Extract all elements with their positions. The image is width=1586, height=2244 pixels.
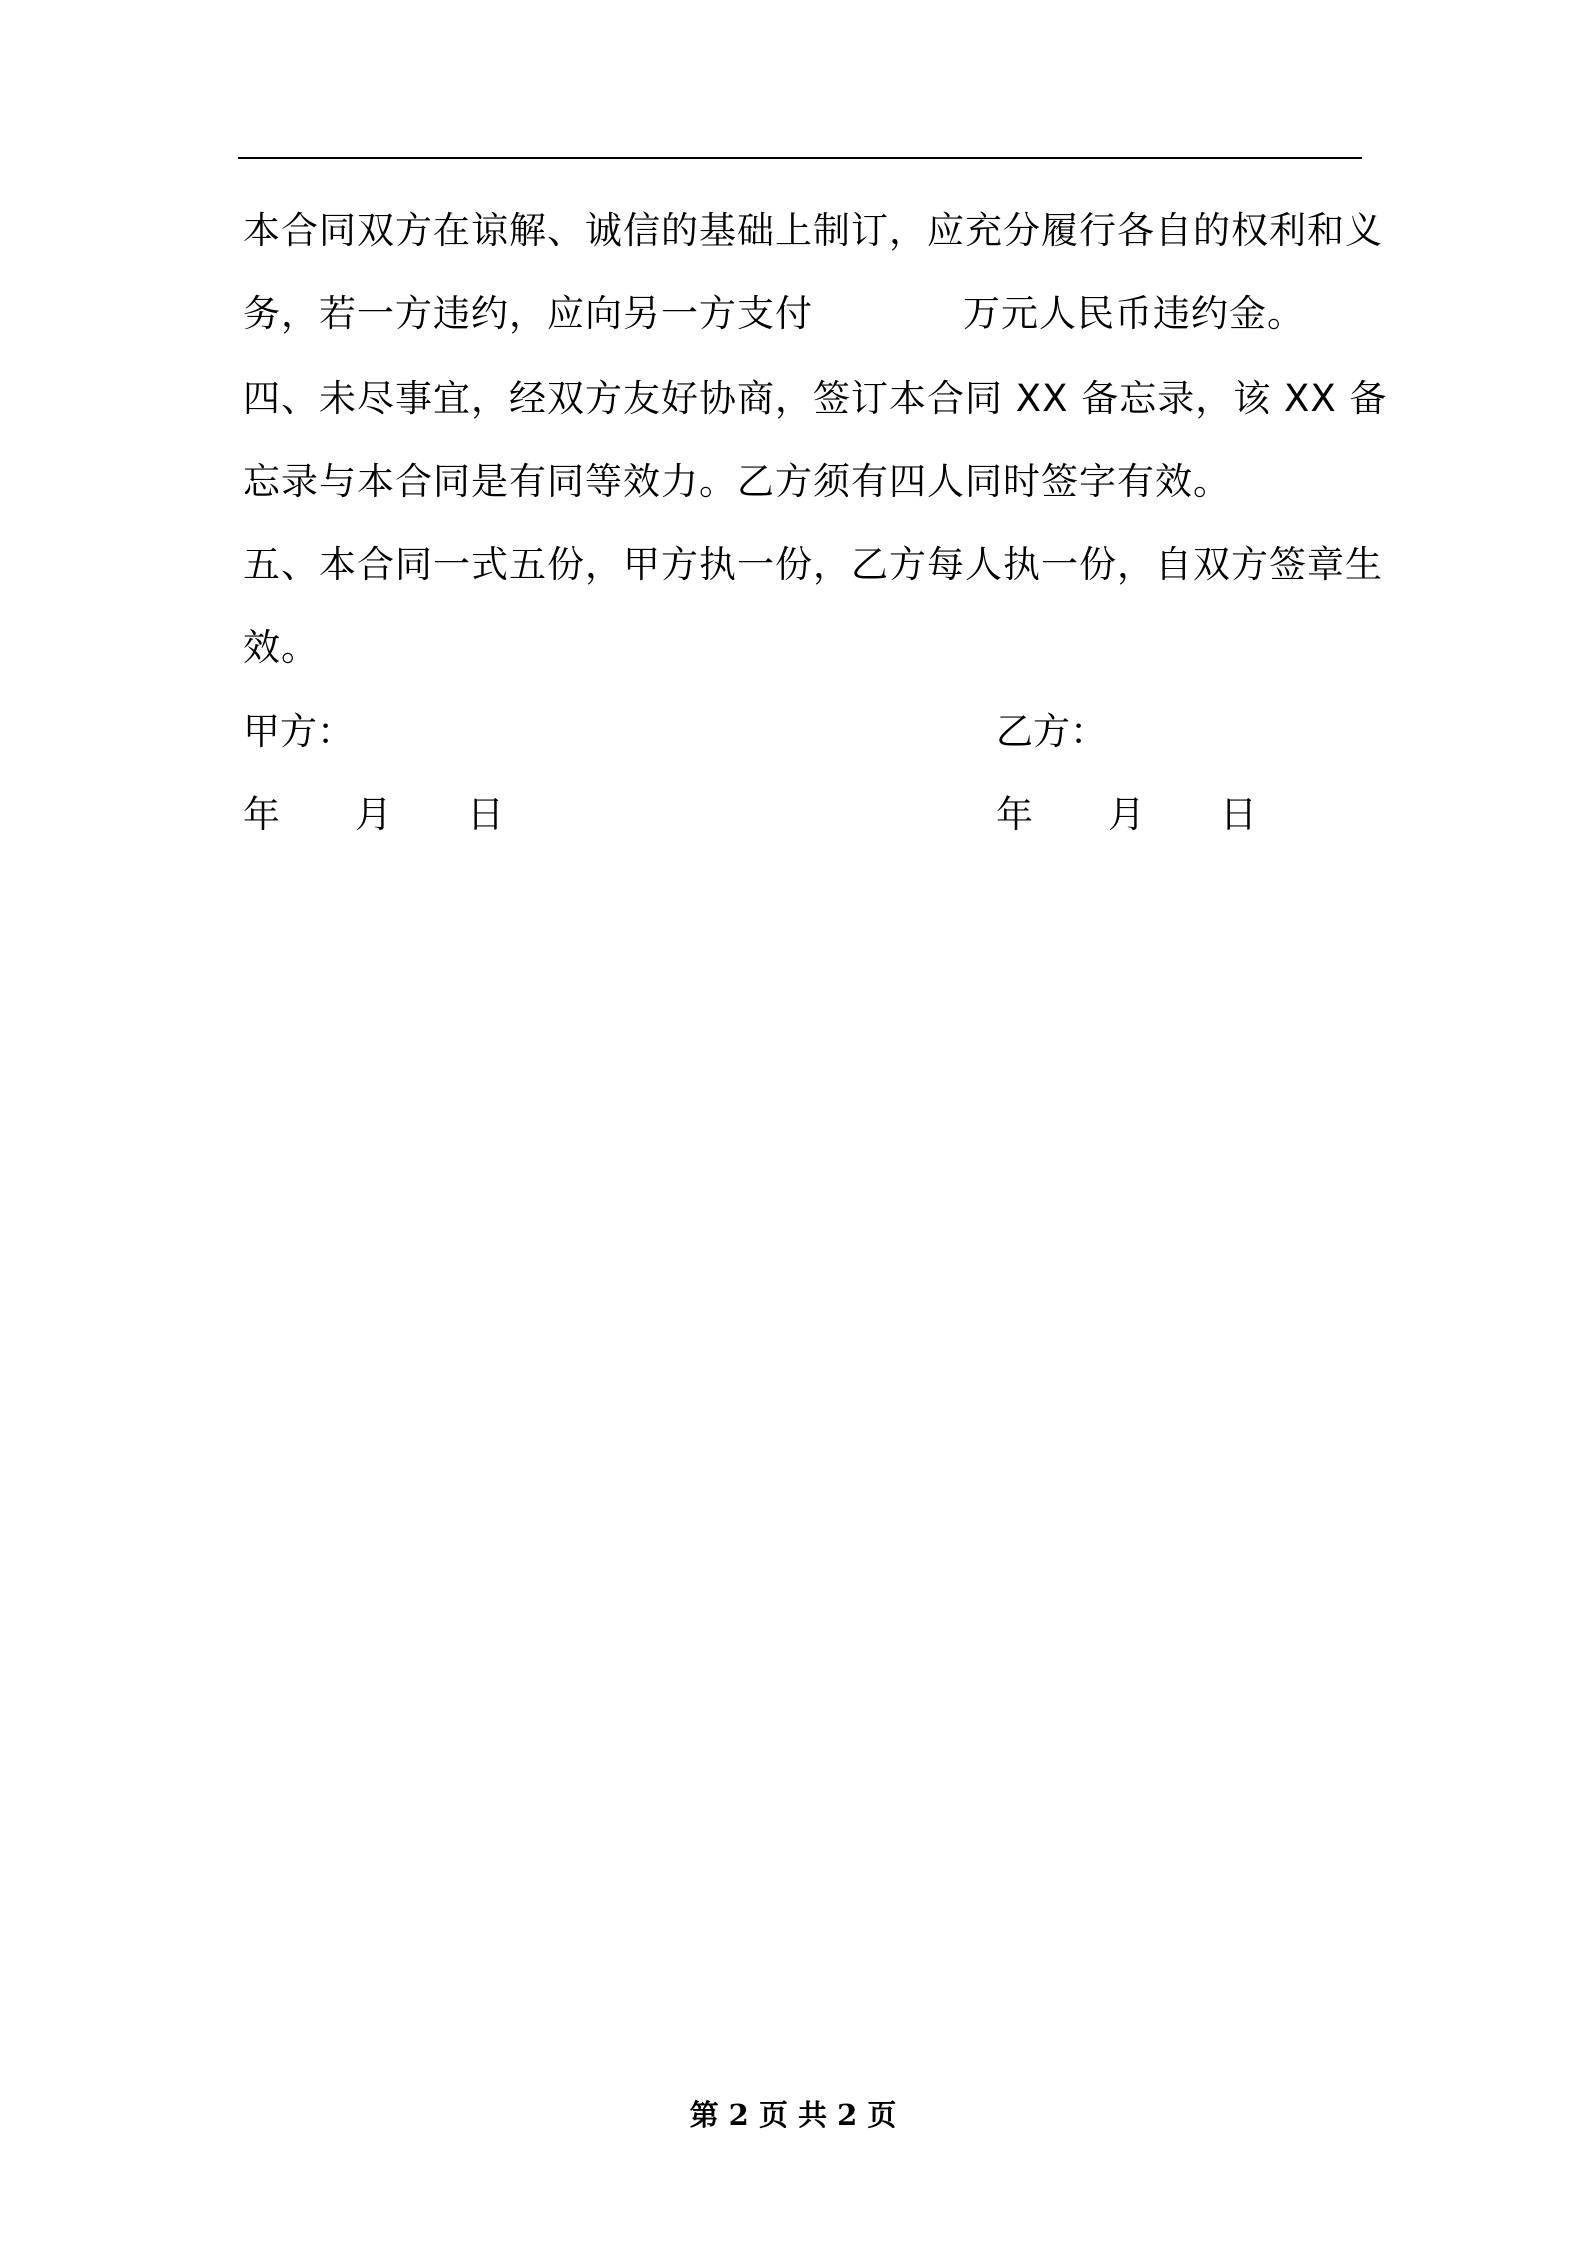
clause-four-line-2: 忘录与本合同是有同等效力。乙方须有四人同时签字有效。 [243, 460, 1231, 503]
party-a-date [243, 773, 579, 856]
penalty-line-2 [243, 272, 1365, 355]
penalty-text-after-blank: 万元人民币违约金。 [963, 292, 1305, 335]
party-b-year: 年 [996, 793, 1033, 836]
penalty-text-before-blank: 务，若一方违约，应向另一方支付 [243, 292, 813, 335]
clause-five-line-2: 效。 [243, 626, 319, 669]
penalty-paragraph [243, 189, 1383, 355]
clause-five [243, 523, 1383, 689]
header-rule [238, 157, 1362, 159]
party-a-year: 年 [243, 793, 280, 836]
party-b-label: 乙方： [996, 710, 1107, 753]
party-a-label: 甲方： [243, 710, 354, 753]
signature-date-row [243, 773, 1365, 856]
penalty-line-1: 本合同双方在谅解、诚信的基础上制订，应充分履行各自的权利和义 [243, 209, 1383, 252]
party-b-date [996, 773, 1332, 856]
clause-four [243, 357, 1388, 523]
party-b-month: 月 [1108, 793, 1145, 836]
clause-five-line-1: 五、本合同一式五份，甲方执一份，乙方每人执一份，自双方签章生 [243, 543, 1383, 586]
signature-parties-row [243, 690, 1365, 773]
party-a-day: 日 [467, 793, 504, 836]
party-b-day: 日 [1220, 793, 1257, 836]
clause-four-line-1: 四、未尽事宜，经双方友好协商，签订本合同 XX 备忘录，该 XX 备 [243, 377, 1388, 420]
party-a-month: 月 [355, 793, 392, 836]
page-number-footer: 第 2 页 共 2 页 [689, 2098, 897, 2132]
